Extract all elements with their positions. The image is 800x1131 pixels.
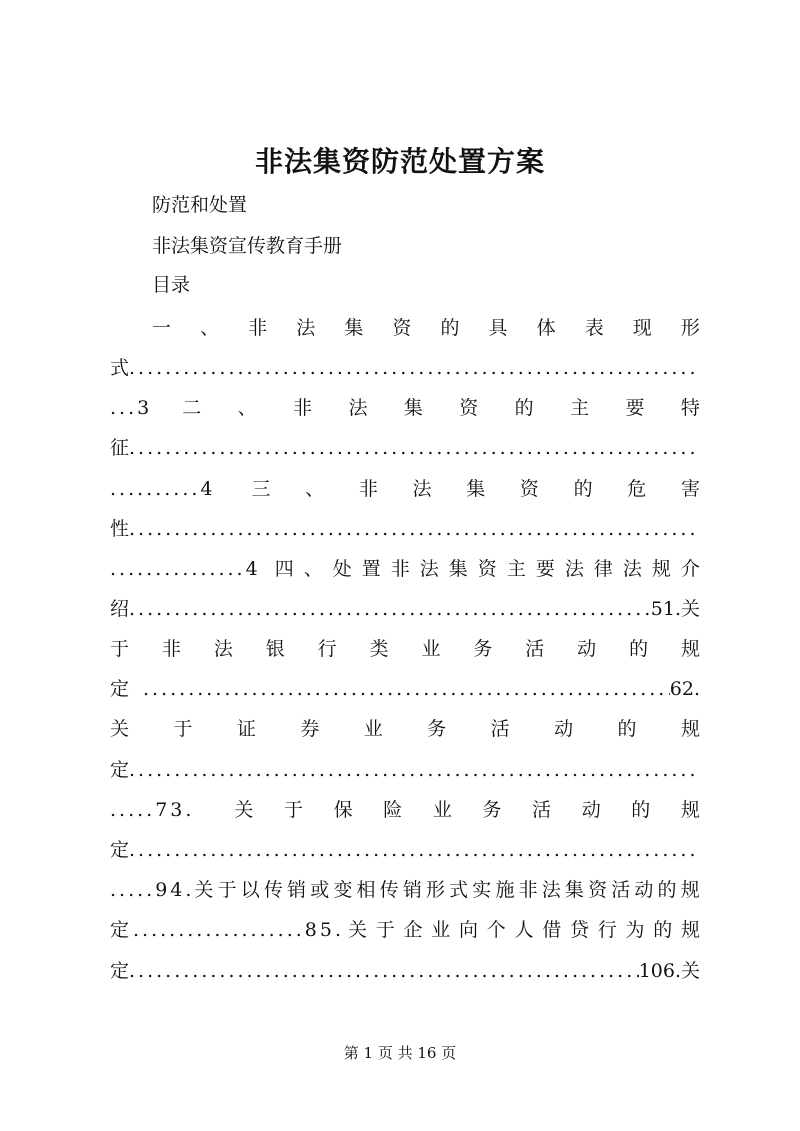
toc-char: 业 [363, 718, 383, 740]
toc-char: 关 [234, 799, 254, 821]
dot-leader [129, 755, 700, 785]
dot-leader [129, 514, 700, 544]
toc-line-text [234, 795, 700, 825]
toc-char: 置 [361, 558, 381, 580]
toc-char: 人 [514, 919, 534, 941]
toc-char: 形 [680, 317, 700, 339]
toc-line-11 [110, 714, 700, 744]
toc-char: 非 [390, 558, 410, 580]
toc-char: 变 [333, 879, 353, 901]
dot-leader [143, 674, 670, 704]
toc-char: 法 [213, 638, 233, 660]
toc-char: 一 [152, 317, 172, 339]
toc-char: 务 [427, 718, 447, 740]
toc-char: 的 [617, 718, 637, 740]
toc-char: 销 [287, 879, 307, 901]
toc-char: 规 [680, 718, 700, 740]
toc-char: 表 [584, 317, 604, 339]
toc-char: 活 [490, 718, 510, 740]
toc-char: 于 [173, 718, 193, 740]
toc-page-number: 51.关 [650, 598, 700, 620]
toc-char: 传 [379, 879, 399, 901]
toc-char: 法 [296, 317, 316, 339]
toc-char: 处 [332, 558, 352, 580]
toc-char: 法 [541, 879, 561, 901]
dot-leader [129, 353, 700, 383]
toc-line-12 [110, 755, 700, 785]
toc-char: 的 [631, 799, 651, 821]
toc-char: 危 [627, 478, 647, 500]
toc-char: 行 [317, 638, 337, 660]
toc-char: 法 [622, 558, 642, 580]
toc-char: 动 [581, 799, 601, 821]
toc-char: 、 [305, 478, 325, 500]
toc-line-14 [110, 835, 700, 865]
toc-char: 特 [680, 397, 700, 419]
toc-char: 资 [459, 397, 479, 419]
toc-line-6 [110, 514, 700, 544]
toc-char: 传 [263, 879, 283, 901]
toc-char: 于 [217, 879, 237, 901]
toc-line-head: 性 [110, 518, 130, 540]
toc-line-5 [110, 474, 700, 504]
toc-line-3 [110, 393, 700, 423]
toc-char: 贷 [569, 919, 589, 941]
toc-line-text [182, 393, 700, 423]
toc-line-head: 定 [110, 839, 130, 861]
toc-char: 实 [472, 879, 492, 901]
toc-char: 证 [236, 718, 256, 740]
toc-char: 的 [514, 397, 534, 419]
toc-char: 形 [425, 879, 445, 901]
toc-char: 集 [403, 397, 423, 419]
toc-page-number: .....94. [110, 879, 195, 901]
toc-char: 类 [369, 638, 389, 660]
toc-char: 要 [535, 558, 555, 580]
toc-page-number: ...3 [110, 397, 153, 419]
toc-char: 非 [248, 317, 268, 339]
toc-char: 规 [680, 799, 700, 821]
toc-char: 券 [300, 718, 320, 740]
toc-char: 活 [525, 638, 545, 660]
toc-char: 非 [161, 638, 181, 660]
toc-char: 动 [634, 879, 654, 901]
toc-char: 险 [383, 799, 403, 821]
toc-line-text [348, 915, 700, 945]
toc-char: 的 [629, 638, 649, 660]
toc-char: 资 [477, 558, 497, 580]
toc-line-text [194, 875, 700, 905]
toc-char: 企 [403, 919, 423, 941]
toc-line-10 [110, 674, 700, 704]
toc-char: 行 [597, 919, 617, 941]
toc-line-text [275, 554, 700, 584]
toc-char: 规 [680, 879, 700, 901]
toc-char: 务 [473, 638, 493, 660]
toc-char: 资 [519, 478, 539, 500]
toc-char: 规 [680, 919, 700, 941]
toc-char: 非 [518, 879, 538, 901]
paragraph-1: 防范和处置 [152, 194, 248, 216]
toc-char: 、 [200, 317, 220, 339]
paragraph-2: 非法集资宣传教育手册 [152, 235, 343, 257]
toc-char: 三 [251, 478, 271, 500]
toc-char: 借 [542, 919, 562, 941]
toc-char: 二 [182, 397, 202, 419]
toc-char: 法 [419, 558, 439, 580]
toc-line-7 [110, 554, 700, 584]
toc-char: 规 [680, 638, 700, 660]
toc-char: 集 [466, 478, 486, 500]
toc-char: 资 [588, 879, 608, 901]
toc-char: 的 [653, 919, 673, 941]
toc-char: 四 [274, 558, 294, 580]
toc-char: 、 [303, 558, 323, 580]
toc-page-number: ..........4 [110, 478, 216, 500]
toc-char: 业 [431, 919, 451, 941]
toc-char: 为 [625, 919, 645, 941]
toc-line-head: 定 [110, 678, 130, 700]
toc-char: 集 [564, 879, 584, 901]
toc-line-head: 定 [110, 960, 130, 982]
toc-char: 现 [632, 317, 652, 339]
toc-char: 害 [680, 478, 700, 500]
toc-char: 主 [506, 558, 526, 580]
toc-char: 向 [458, 919, 478, 941]
toc-char: 介 [680, 558, 700, 580]
toc-line-text [251, 474, 700, 504]
toc-char: 法 [412, 478, 432, 500]
dot-leader [129, 956, 639, 986]
toc-char: 活 [532, 799, 552, 821]
toc-line-1 [152, 313, 700, 343]
toc-char: 保 [333, 799, 353, 821]
toc-line-16 [110, 915, 700, 945]
toc-char: 法 [348, 397, 368, 419]
toc-char: 银 [265, 638, 285, 660]
toc-char: 关 [110, 718, 130, 740]
toc-line-head: 征 [110, 437, 130, 459]
toc-char: 要 [625, 397, 645, 419]
paragraph-toc-heading: 目录 [152, 274, 191, 296]
toc-page-number: 62. [669, 678, 700, 700]
toc-char: 式 [449, 879, 469, 901]
toc-line-13 [110, 795, 700, 825]
toc-char: 动 [554, 718, 574, 740]
toc-line-head: 定 [110, 759, 130, 781]
toc-char: 销 [402, 879, 422, 901]
toc-line-15 [110, 875, 700, 905]
dot-leader [129, 433, 700, 463]
toc-page-number: 106.关 [638, 960, 700, 982]
toc-char: 或 [310, 879, 330, 901]
toc-char: 资 [392, 317, 412, 339]
toc-line-2 [110, 353, 700, 383]
toc-line-head: 式 [110, 357, 130, 379]
toc-char: 主 [570, 397, 590, 419]
toc-char: 施 [495, 879, 515, 901]
toc-char: 、 [237, 397, 257, 419]
toc-page-number: .....73. [110, 799, 195, 821]
dot-leader [129, 594, 651, 624]
toc-char: 非 [358, 478, 378, 500]
toc-char: 法 [564, 558, 584, 580]
toc-char: 律 [593, 558, 613, 580]
toc-char: 集 [344, 317, 364, 339]
dot-leader [129, 835, 700, 865]
toc-page-number: ...................85. [133, 919, 344, 941]
toc-char: 活 [611, 879, 631, 901]
toc-char: 于 [284, 799, 304, 821]
page-title: 非法集资防范处置方案 [254, 145, 545, 178]
toc-char: 体 [536, 317, 556, 339]
toc-line-9 [110, 634, 700, 664]
toc-char: 个 [486, 919, 506, 941]
toc-line-head: 绍 [110, 598, 130, 620]
toc-char: 关 [194, 879, 214, 901]
toc-char: 非 [293, 397, 313, 419]
toc-char: 的 [573, 478, 593, 500]
toc-char: 的 [657, 879, 677, 901]
toc-char: 于 [110, 638, 130, 660]
toc-char: 业 [432, 799, 452, 821]
toc-char: 具 [488, 317, 508, 339]
toc-char: 关 [347, 919, 367, 941]
toc-char: 的 [440, 317, 460, 339]
toc-char: 于 [375, 919, 395, 941]
toc-line-17 [110, 956, 700, 986]
toc-char: 相 [356, 879, 376, 901]
toc-line-head: 定 [110, 919, 130, 941]
toc-line-4 [110, 433, 700, 463]
toc-char: 集 [448, 558, 468, 580]
page-footer: 第 1 页 共 16 页 [343, 1044, 457, 1062]
toc-char: 规 [651, 558, 671, 580]
toc-char: 业 [421, 638, 441, 660]
toc-line-8 [110, 594, 700, 624]
toc-char: 动 [577, 638, 597, 660]
toc-char: 务 [482, 799, 502, 821]
toc-page-number: ...............4 [110, 558, 261, 580]
toc-char: 以 [240, 879, 260, 901]
